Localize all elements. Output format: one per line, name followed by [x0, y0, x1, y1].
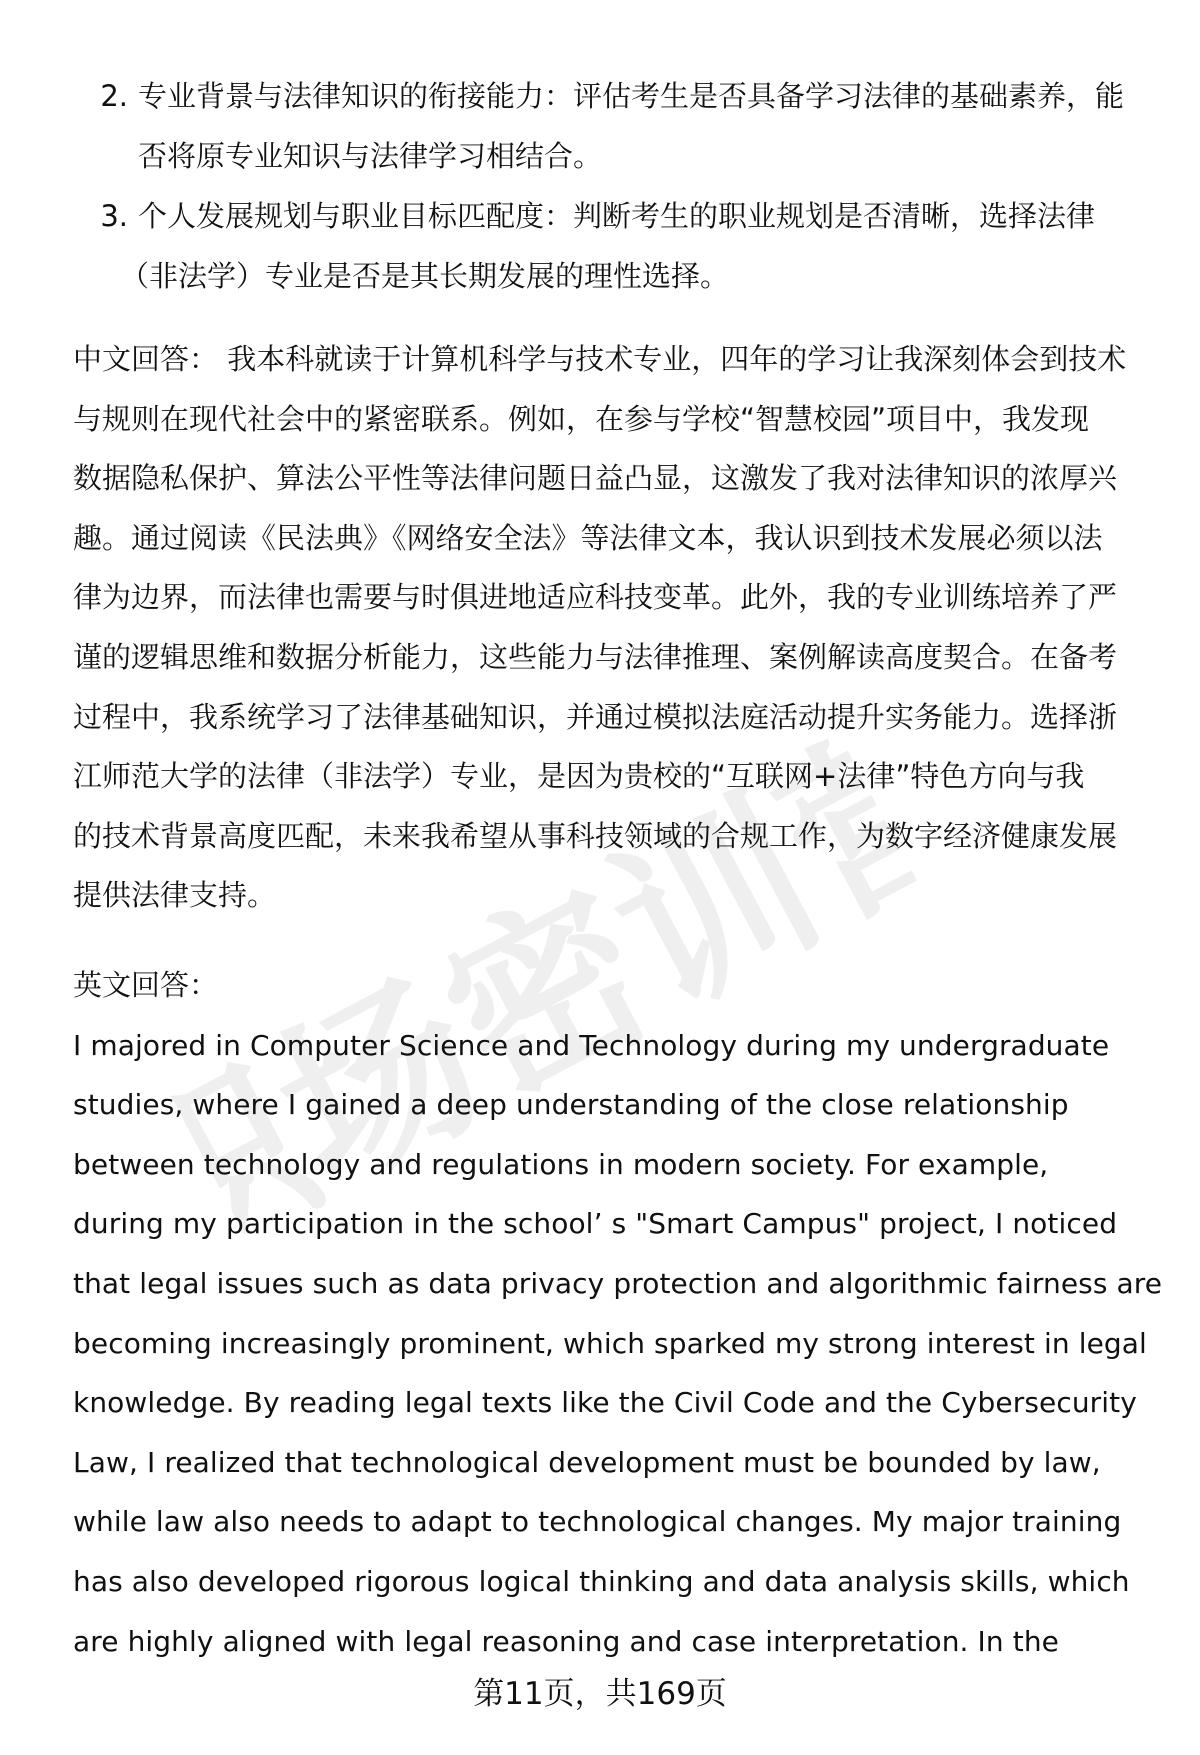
chinese-answer-line: 的技术背景高度匹配，未来我希望从事科技领域的合规工作，为数字经济健康发展 [73, 818, 1118, 853]
english-answer-line: I majored in Computer Science and Technology during my undergraduate [73, 1028, 1110, 1062]
evaluation-criteria-list [73, 66, 1153, 306]
criteria-line: 否将原专业知识与法律学习相结合。 [138, 139, 603, 173]
chinese-answer-line: 提供法律支持。 [73, 878, 277, 913]
chinese-answer-line: 趣。通过阅读《民法典》《网络安全法》等法律文本，我认识到技术发展必须以法 [73, 520, 1103, 555]
chinese-answer-line: 数据隐私保护、算法公平性等法律问题日益凸显，这激发了我对法律知识的浓厚兴 [73, 461, 1118, 496]
english-answer-line: Law, I realized that technological development must be bounded by law, [73, 1445, 1101, 1479]
english-answer-line: has also developed rigorous logical thinking and data analysis skills, which [73, 1564, 1130, 1598]
chinese-answer [73, 330, 1163, 926]
criteria-text [120, 186, 1153, 306]
english-answer-line: studies, where I gained a deep understanding of the close relationship [73, 1088, 1069, 1122]
chinese-answer-line: 中文回答： 我本科就读于计算机科学与技术专业，四年的学习让我深刻体会到技术 [73, 342, 1127, 376]
criteria-number: 3. [100, 199, 128, 233]
criteria-item-2 [73, 66, 1153, 186]
english-answer-line: while law also needs to adapt to technological changes. My major training [73, 1505, 1122, 1539]
criteria-text [128, 66, 1153, 186]
english-answer [73, 956, 1163, 1671]
english-answer-line: knowledge. By reading legal texts like the Civil Code and the Cybersecurity [73, 1386, 1137, 1420]
chinese-answer-line: 与规则在现代社会中的紧密联系。例如，在参与学校“智慧校园”项目中，我发现 [73, 401, 1090, 436]
watermark-text: 职场密训营 [139, 680, 961, 1316]
english-answer-line: during my participation in the school’ s "Smart Campus" project, I noticed [73, 1207, 1118, 1241]
criteria-line: 个人发展规划与职业目标匹配度：判断考生的职业规划是否清晰，选择法律 [138, 199, 1096, 233]
criteria-line: （非法学）专业是否是其长期发展的理性选择。 [120, 259, 730, 293]
english-answer-heading: 英文回答： [73, 968, 219, 1002]
chinese-answer-line: 过程中，我系统学习了法律基础知识，并通过模拟法庭活动提升实务能力。选择浙 [73, 699, 1118, 734]
criteria-number: 2. [100, 79, 128, 113]
chinese-answer-line: 江师范大学的法律（非法学）专业，是因为贵校的“互联网+法律”特色方向与我 [73, 759, 1085, 794]
page-number-footer: 第11页，共169页 [473, 1676, 727, 1712]
criteria-line: 专业背景与法律知识的衔接能力：评估考生是否具备学习法律的基础素养，能 [138, 79, 1125, 113]
chinese-answer-line: 谨的逻辑思维和数据分析能力，这些能力与法律推理、案例解读高度契合。在备考 [73, 639, 1118, 674]
english-answer-line: that legal issues such as data privacy protection and algorithmic fairness are [73, 1266, 1163, 1300]
english-answer-line: are highly aligned with legal reasoning and case interpretation. In the [73, 1624, 1059, 1658]
english-answer-line: becoming increasingly prominent, which sparked my strong interest in legal [73, 1326, 1147, 1360]
criteria-item-3 [73, 186, 1153, 306]
english-answer-line: between technology and regulations in modern society. For example, [73, 1147, 1049, 1181]
chinese-answer-line: 律为边界，而法律也需要与时俱进地适应科技变革。此外，我的专业训练培养了严 [73, 580, 1118, 615]
